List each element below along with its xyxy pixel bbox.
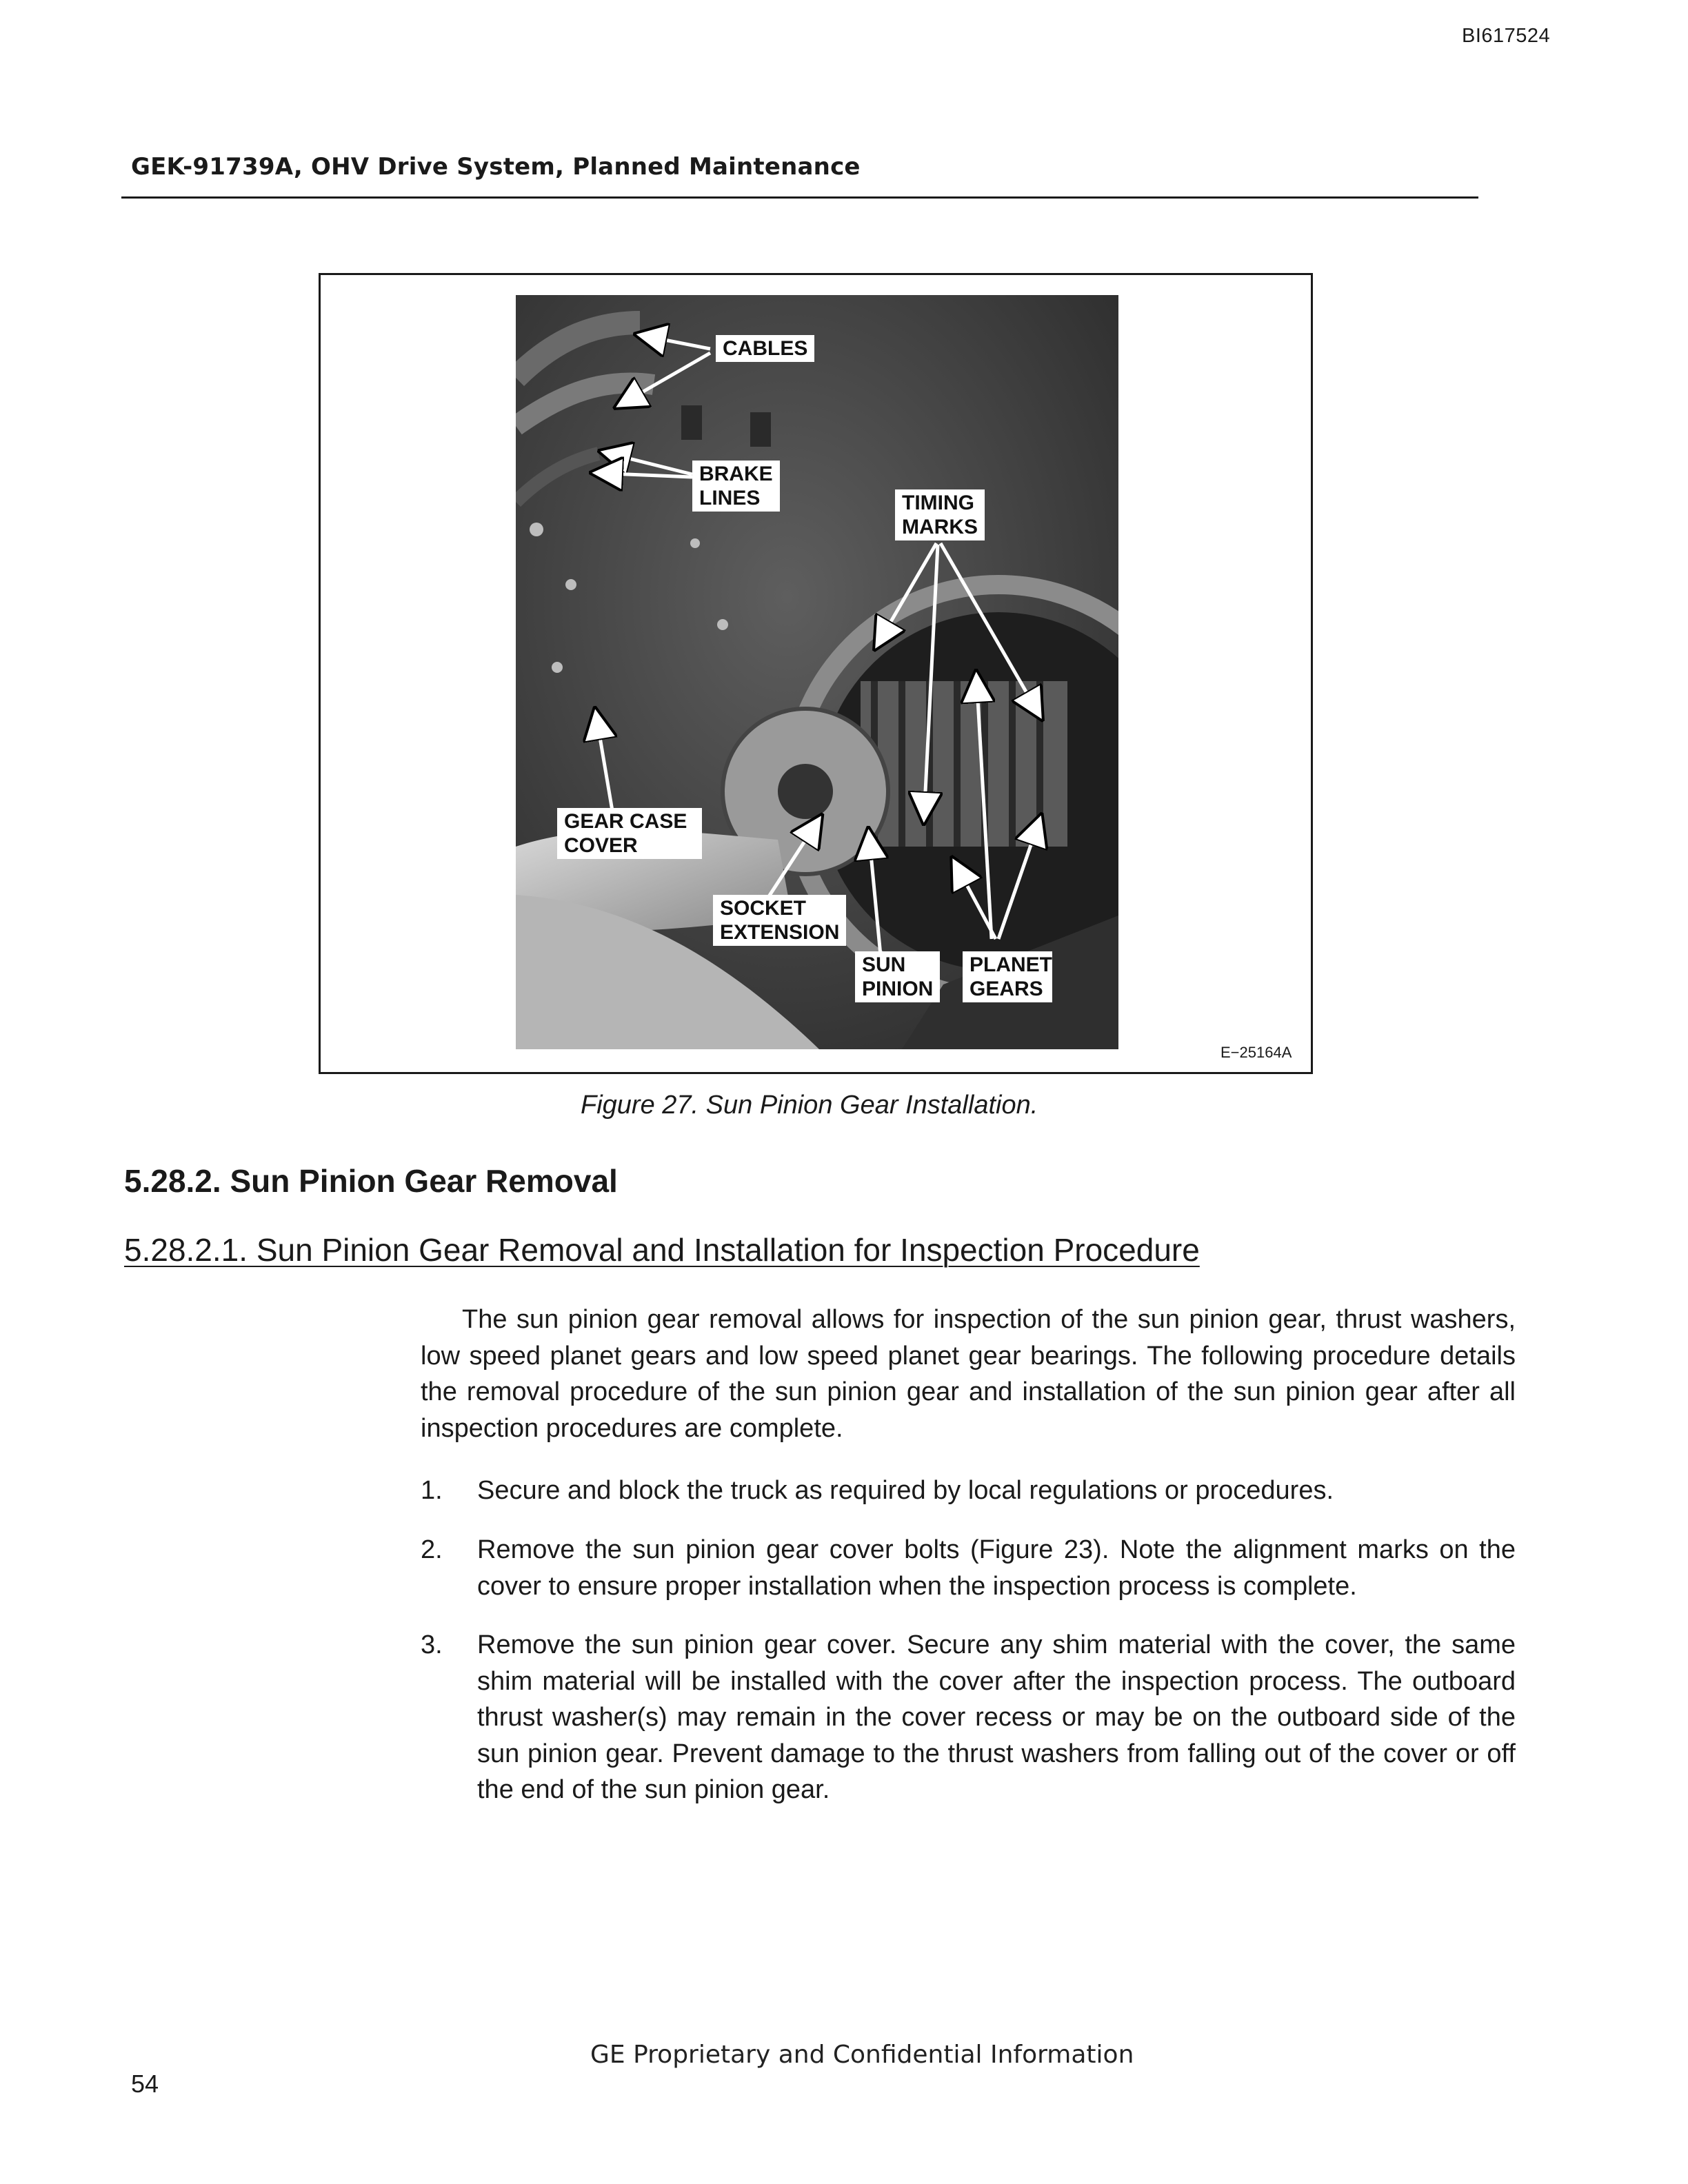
callout-sun-pinion: SUN PINION	[855, 951, 940, 1002]
page-number: 54	[131, 2070, 159, 2098]
callout-gear-case-cover: GEAR CASE COVER	[557, 808, 702, 859]
step-1-number: 1.	[421, 1476, 443, 1505]
figure-photo	[516, 295, 1118, 1049]
callout-timing-marks: TIMING MARKS	[895, 489, 985, 540]
callout-brake-lines: BRAKE LINES	[692, 461, 780, 512]
document-id: BI617524	[1462, 25, 1551, 47]
callout-cables: CABLES	[716, 335, 814, 362]
step-1-text: Secure and block the truck as required by local regulations or procedures.	[477, 1476, 1334, 1505]
step-2-text: Remove the sun pinion gear cover bolts (Figure 23). Note the alignment marks on the cover to ensure proper installation when the inspection process is complete.	[477, 1535, 1516, 1601]
header-divider	[121, 196, 1478, 199]
footer-confidential-notice: GE Proprietary and Confidential Information	[590, 2041, 1134, 2069]
step-3-text: Remove the sun pinion gear cover. Secure any shim material with the cover, the same shim material will be installed with the cover after the inspection process. The outboard thrust washer(s) may remain in the cover recess or may be on the outboard side of the sun pinion gear. Prevent damage to the thrust washers from falling out of the cover or off the end of the sun pinion gear.	[477, 1630, 1516, 1804]
figure-code: E−25164A	[1220, 1044, 1292, 1061]
figure-caption: Figure 27. Sun Pinion Gear Installation.	[581, 1091, 1038, 1120]
page-header-title: GEK-91739A, OHV Drive System, Planned Maintenance	[131, 153, 861, 181]
subsection-heading: 5.28.2.1. Sun Pinion Gear Removal and Installation for Inspection Procedure	[124, 1232, 1200, 1268]
callout-planet-gears: PLANET GEARS	[963, 951, 1052, 1002]
step-2-number: 2.	[421, 1535, 443, 1564]
step-3-number: 3.	[421, 1630, 443, 1659]
section-heading: 5.28.2. Sun Pinion Gear Removal	[124, 1163, 618, 1199]
intro-paragraph: The sun pinion gear removal allows for inspection of the sun pinion gear, thrust washers, low speed planet gears and low speed planet gear bearings. The following procedure details the removal procedure of the sun pinion gear and installation of the sun pinion gear after all inspection procedures are complete.	[421, 1305, 1516, 1443]
callout-socket-extension: SOCKET EXTENSION	[713, 895, 846, 946]
